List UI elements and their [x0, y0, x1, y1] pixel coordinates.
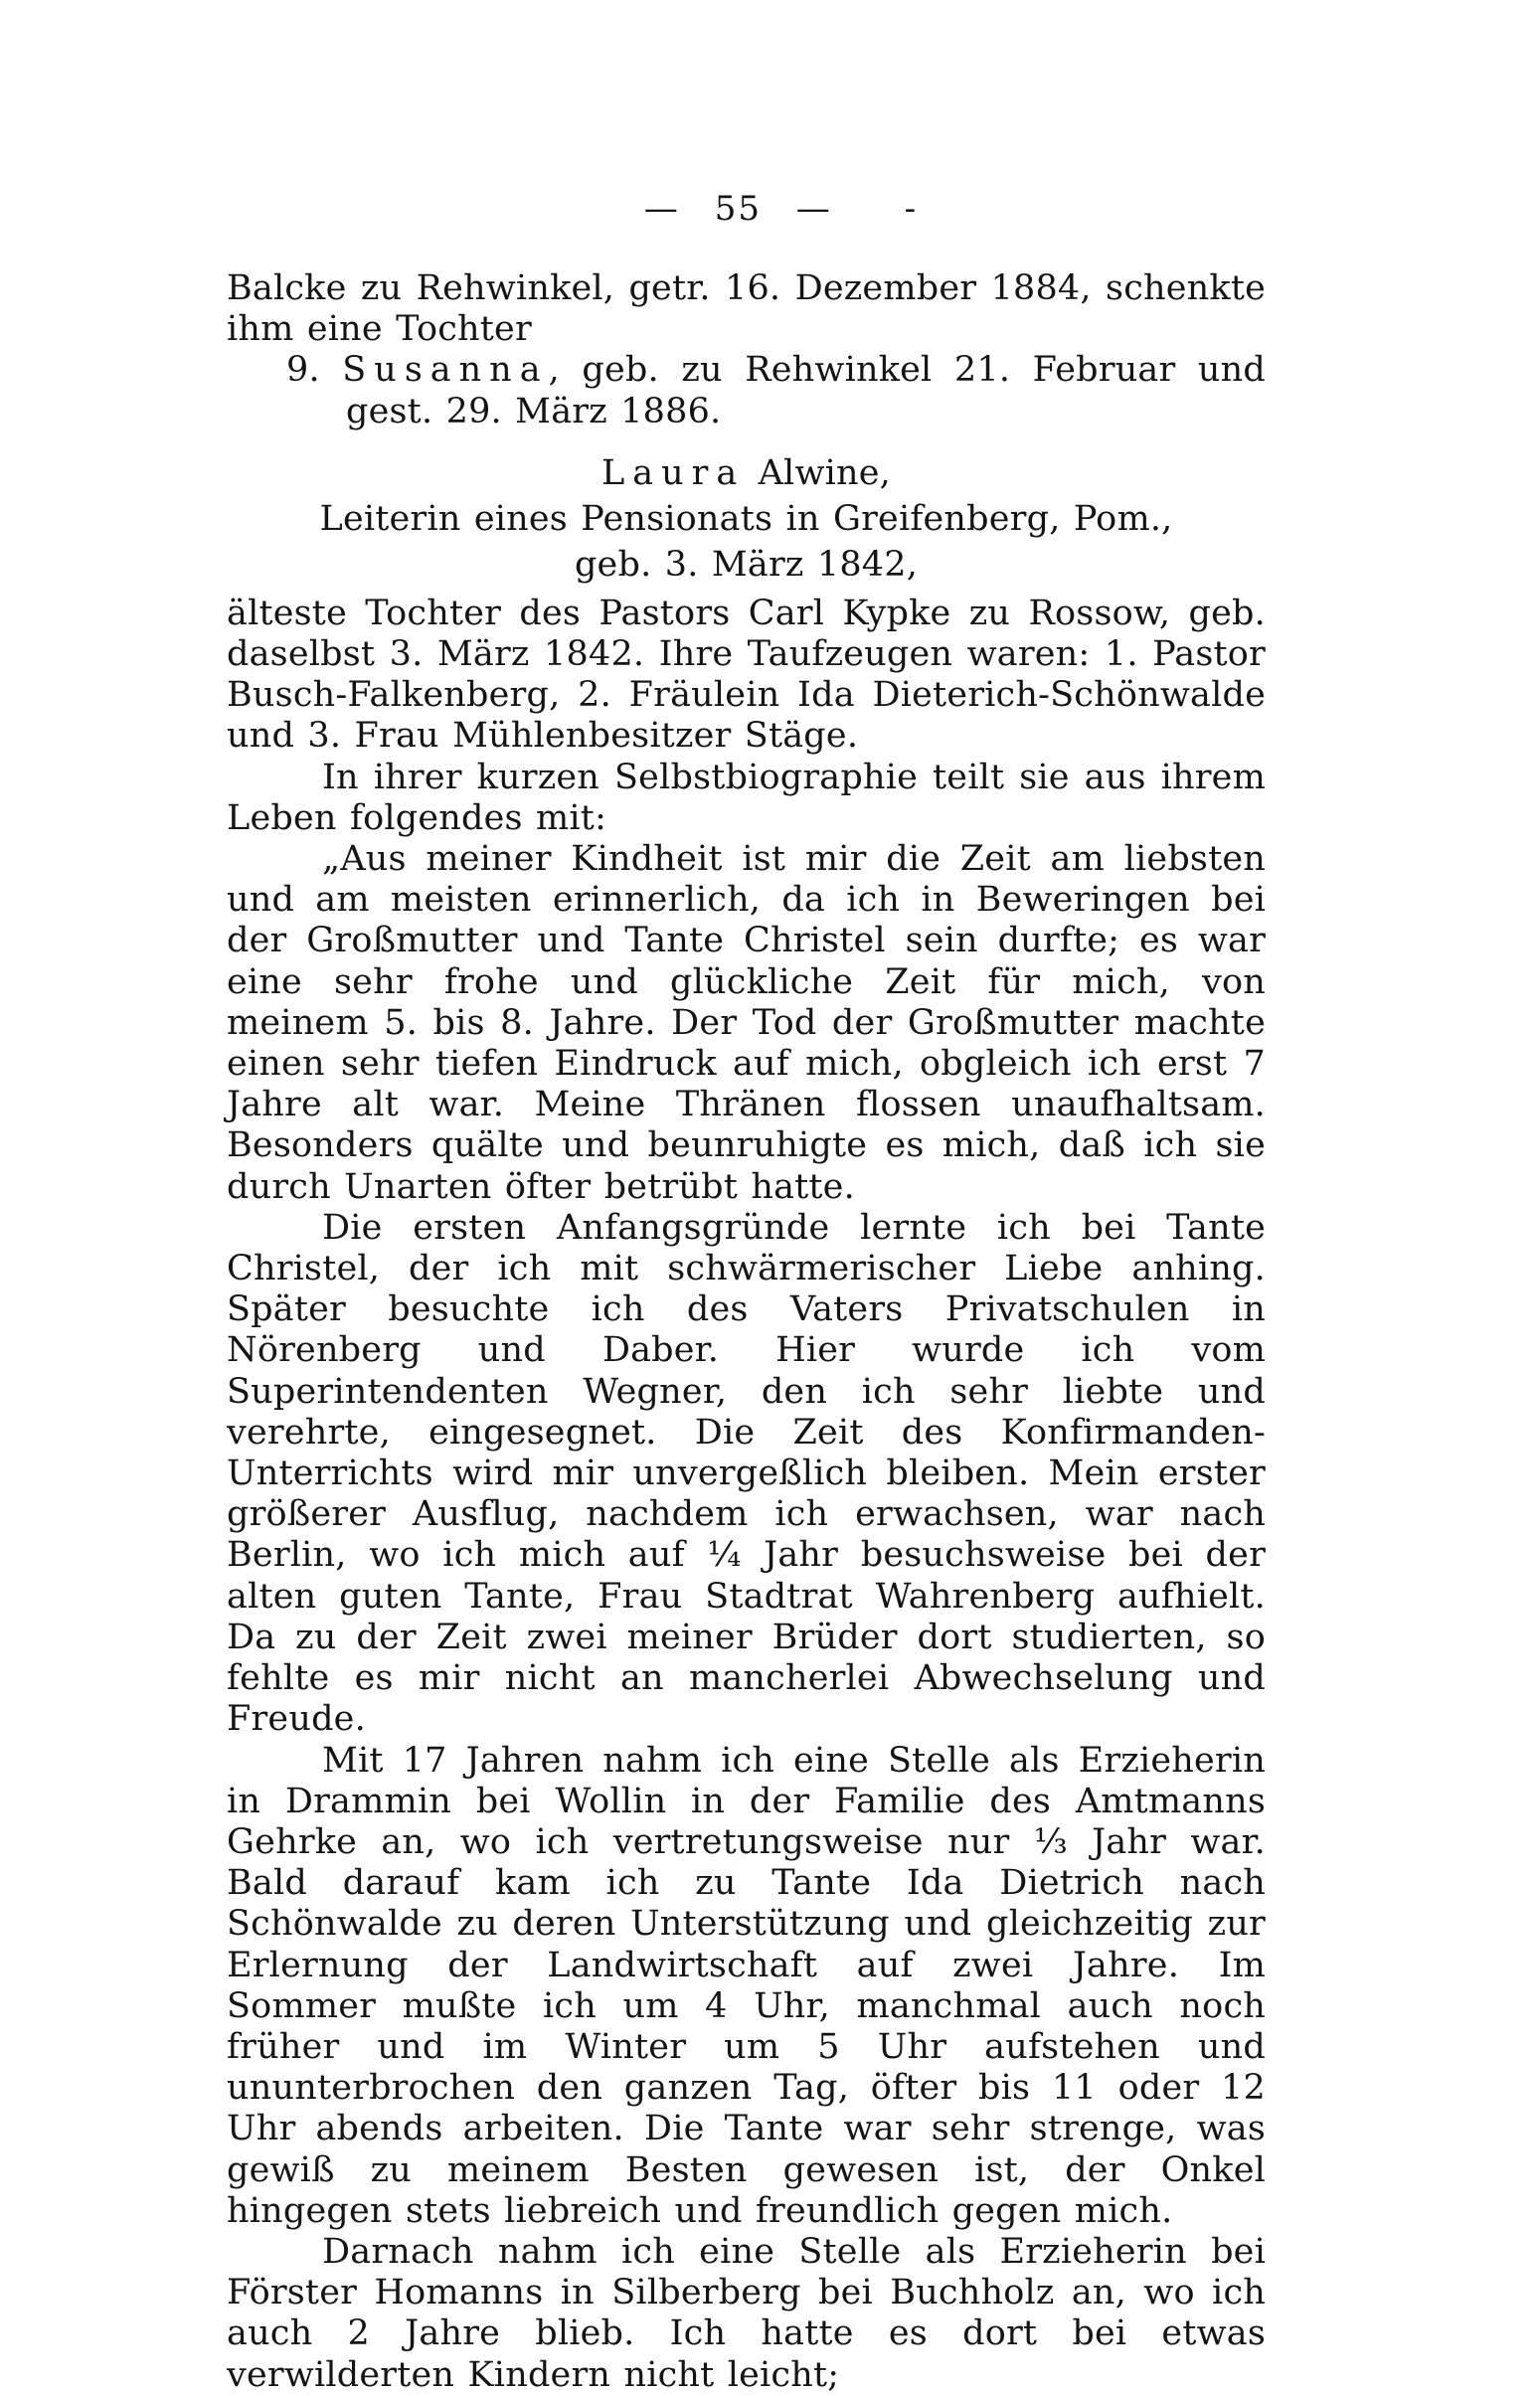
list-item-number: 9.: [286, 350, 320, 391]
intro-text: Balcke zu Rehwinkel, getr. 16. Dezember 1884, schenkte ihm eine Tochter: [227, 268, 1266, 350]
entry-heading-second-name: Alwine,: [758, 452, 891, 493]
header-dash-left: —: [643, 189, 680, 229]
entry-heading-role: Leiterin eines Pensionats in Greifenberg, Pom.,: [319, 498, 1173, 539]
paragraph-3: „Aus meiner Kindheit ist mir die Zeit am liebsten und am meisten erinnerlich, da ich in Beweringen bei der Großmutter und Tante Christel sein durfte; es war eine sehr frohe und glückliche Zeit für mich, von meinem 5. bis 8. Jahre. Der Tod der Großmutter machte einen sehr tiefen Eindruck auf mich, obgleich ich erst 7 Jahre alt war. Meine Thränen flossen unaufhaltsam. Besonders quälte und beunruhigte es mich, daß ich sie durch Unarten öfter betrübt hatte.: [227, 839, 1266, 1207]
entry-heading-first-name: Laura: [601, 452, 746, 493]
paragraph-4: Die ersten Anfangsgründe lernte ich bei Tante Christel, der ich mit schwärmerischer Liebe anhing. Später besuchte ich des Vaters Privatschulen in Nörenberg und Daber. Hier wurde ich vom Superintendenten Wegner, den ich sehr liebte und verehrte, eingesegnet. Die Zeit des Konfirmanden-Unterrichts wird mir unvergeßlich bleiben. Mein erster größerer Ausflug, nachdem ich erwachsen, war nach Berlin, wo ich mich auf ¼ Jahr besuchsweise bei der alten guten Tante, Frau Stadtrat Wahrenberg aufhielt. Da zu der Zeit zwei meiner Brüder dort studierten, so fehlte es mir nicht an mancherlei Abwechselung und Freude.: [227, 1207, 1266, 1740]
header-stray-mark: -: [904, 189, 919, 229]
list-item-name: Susanna: [342, 350, 549, 391]
page-header: [0, 189, 1540, 229]
entry-heading-name: [227, 450, 1266, 496]
list-item-details: , geb. zu Rehwinkel 21. Februar und gest. 29. März 1886.: [346, 350, 1267, 431]
paragraph-5: Mit 17 Jahren nahm ich eine Stelle als Erzieherin in Drammin bei Wollin in der Familie des Amtmanns Gehrke an, wo ich vertretungsweise nur ⅓ Jahr war. Bald darauf kam ich zu Tante Ida Dietrich nach Schönwalde zu deren Unterstützung und gleichzeitig zur Erlernung der Landwirtschaft auf zwei Jahre. Im Sommer mußte ich um 4 Uhr, manchmal auch noch früher und im Winter um 5 Uhr aufstehen und ununterbrochen den ganzen Tag, öfter bis 11 oder 12 Uhr abends arbeiten. Die Tante war sehr strenge, was gewiß zu meinem Besten gewesen ist, der Onkel hingegen stets liebreich und freundlich gegen mich.: [227, 1740, 1266, 2231]
paragraph-2: In ihrer kurzen Selbstbiographie teilt sie aus ihrem Leben folgendes mit:: [227, 757, 1266, 838]
list-item-susanna: [227, 350, 1266, 431]
header-dash-right: —: [795, 189, 832, 229]
page-number: 55: [714, 189, 762, 229]
entry-heading: [227, 450, 1266, 588]
paragraph-1: älteste Tochter des Pastors Carl Kypke zu Rossow, geb. daselbst 3. März 1842. Ihre Taufzeugen waren: 1. Pastor Busch-Falkenberg, 2. Fräulein Ida Dieterich-Schönwalde und 3. Frau Mühlenbesitzer Stäge.: [227, 593, 1266, 757]
entry-heading-born: geb. 3. März 1842,: [574, 544, 919, 585]
page-body: [227, 268, 1266, 2396]
paragraph-6: Darnach nahm ich eine Stelle als Erzieherin bei Förster Homanns in Silberberg bei Buchholz an, wo ich auch 2 Jahre blieb. Ich hatte es dort bei etwas verwilderten Kindern nicht leicht;: [227, 2231, 1266, 2395]
